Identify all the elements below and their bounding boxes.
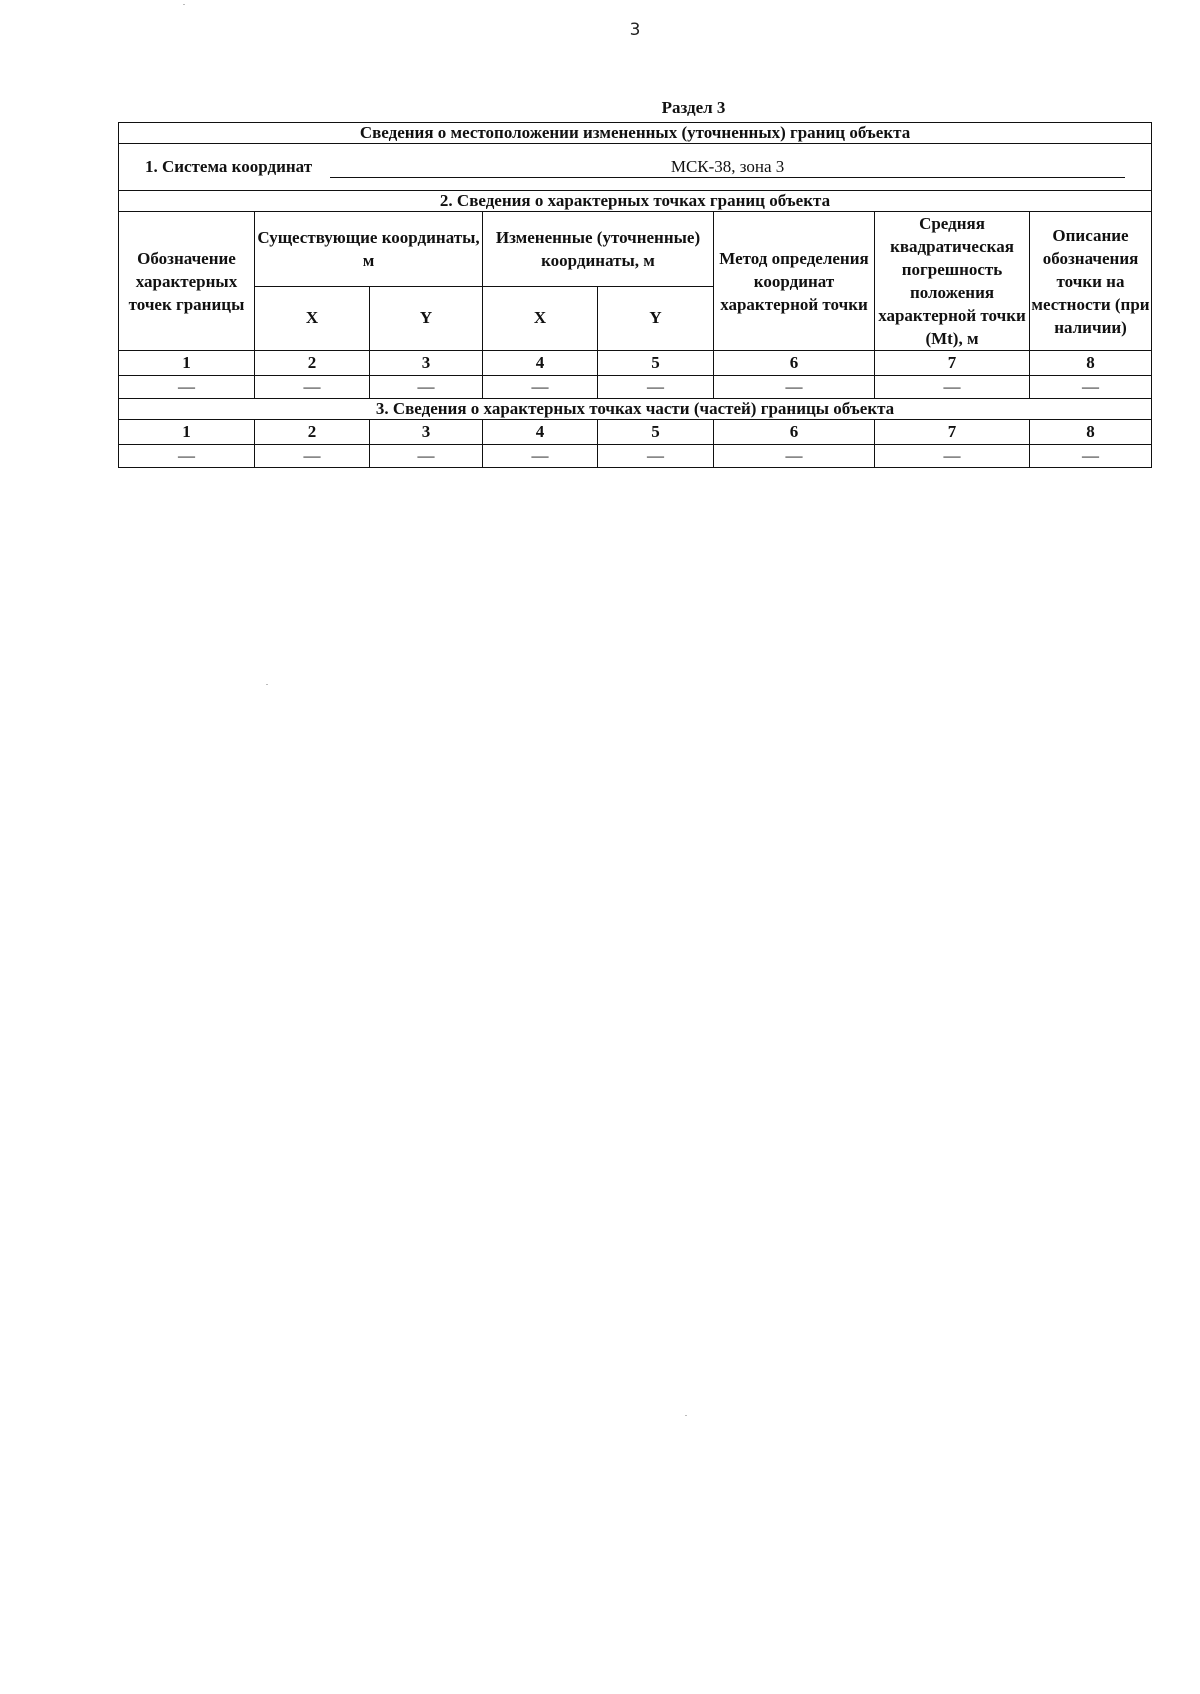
col-number: 7 (875, 420, 1030, 445)
page-number: 3 (629, 20, 641, 40)
axis-y-existing: Y (370, 286, 483, 350)
col-updated-coords: Измененные (уточненные) координаты, м (483, 212, 714, 287)
part3-heading: 3. Сведения о характерных точках части (частей) границы объекта (119, 399, 1152, 420)
col-number: 6 (714, 351, 875, 376)
part2-heading: 2. Сведения о характерных точках границ объекта (119, 191, 1152, 212)
boundary-table (118, 122, 1152, 468)
empty-cell: — (370, 445, 483, 468)
empty-cell: — (1030, 376, 1152, 399)
col-number: 3 (370, 351, 483, 376)
table-row (119, 445, 1152, 468)
col-point-designation: Обозначение характерных точек границы (119, 212, 255, 351)
empty-cell: — (370, 376, 483, 399)
col-number: 8 (1030, 420, 1152, 445)
axis-x-updated: X (483, 286, 598, 350)
col-number: 5 (598, 351, 714, 376)
table-heading: Сведения о местоположении измененных (уточненных) границ объекта (119, 123, 1152, 144)
coord-system-label: 1. Система координат (144, 156, 313, 176)
col-number: 5 (598, 420, 714, 445)
col-number: 7 (875, 351, 1030, 376)
scan-speck (685, 1415, 687, 1416)
axis-y-updated: Y (598, 286, 714, 350)
table-row (119, 376, 1152, 399)
col-number: 2 (255, 351, 370, 376)
col-number: 8 (1030, 351, 1152, 376)
empty-cell: — (255, 445, 370, 468)
coord-system-row (119, 144, 1152, 191)
empty-cell: — (255, 376, 370, 399)
col-number: 1 (119, 351, 255, 376)
col-number: 1 (119, 420, 255, 445)
col-accuracy: Средняя квадратическая погрешность положения характерной точки (Mt), м (875, 212, 1030, 351)
scan-speck (183, 4, 185, 5)
empty-cell: — (714, 445, 875, 468)
col-number: 4 (483, 420, 598, 445)
axis-x-existing: X (255, 286, 370, 350)
section-title: Раздел 3 (661, 98, 726, 117)
col-method: Метод определения координат характерной точки (714, 212, 875, 351)
col-number: 6 (714, 420, 875, 445)
empty-cell: — (598, 376, 714, 399)
empty-cell: — (598, 445, 714, 468)
empty-cell: — (714, 376, 875, 399)
scan-speck (266, 684, 268, 685)
empty-cell: — (875, 376, 1030, 399)
empty-cell: — (119, 445, 255, 468)
col-description: Описание обозначения точки на местности (при наличии) (1030, 212, 1152, 351)
col-number: 4 (483, 351, 598, 376)
empty-cell: — (483, 376, 598, 399)
col-number: 3 (370, 420, 483, 445)
empty-cell: — (483, 445, 598, 468)
coord-system-value: МСК-38, зона 3 (330, 157, 1125, 178)
col-number: 2 (255, 420, 370, 445)
empty-cell: — (1030, 445, 1152, 468)
empty-cell: — (119, 376, 255, 399)
col-existing-coords: Существующие координаты, м (255, 212, 483, 287)
empty-cell: — (875, 445, 1030, 468)
